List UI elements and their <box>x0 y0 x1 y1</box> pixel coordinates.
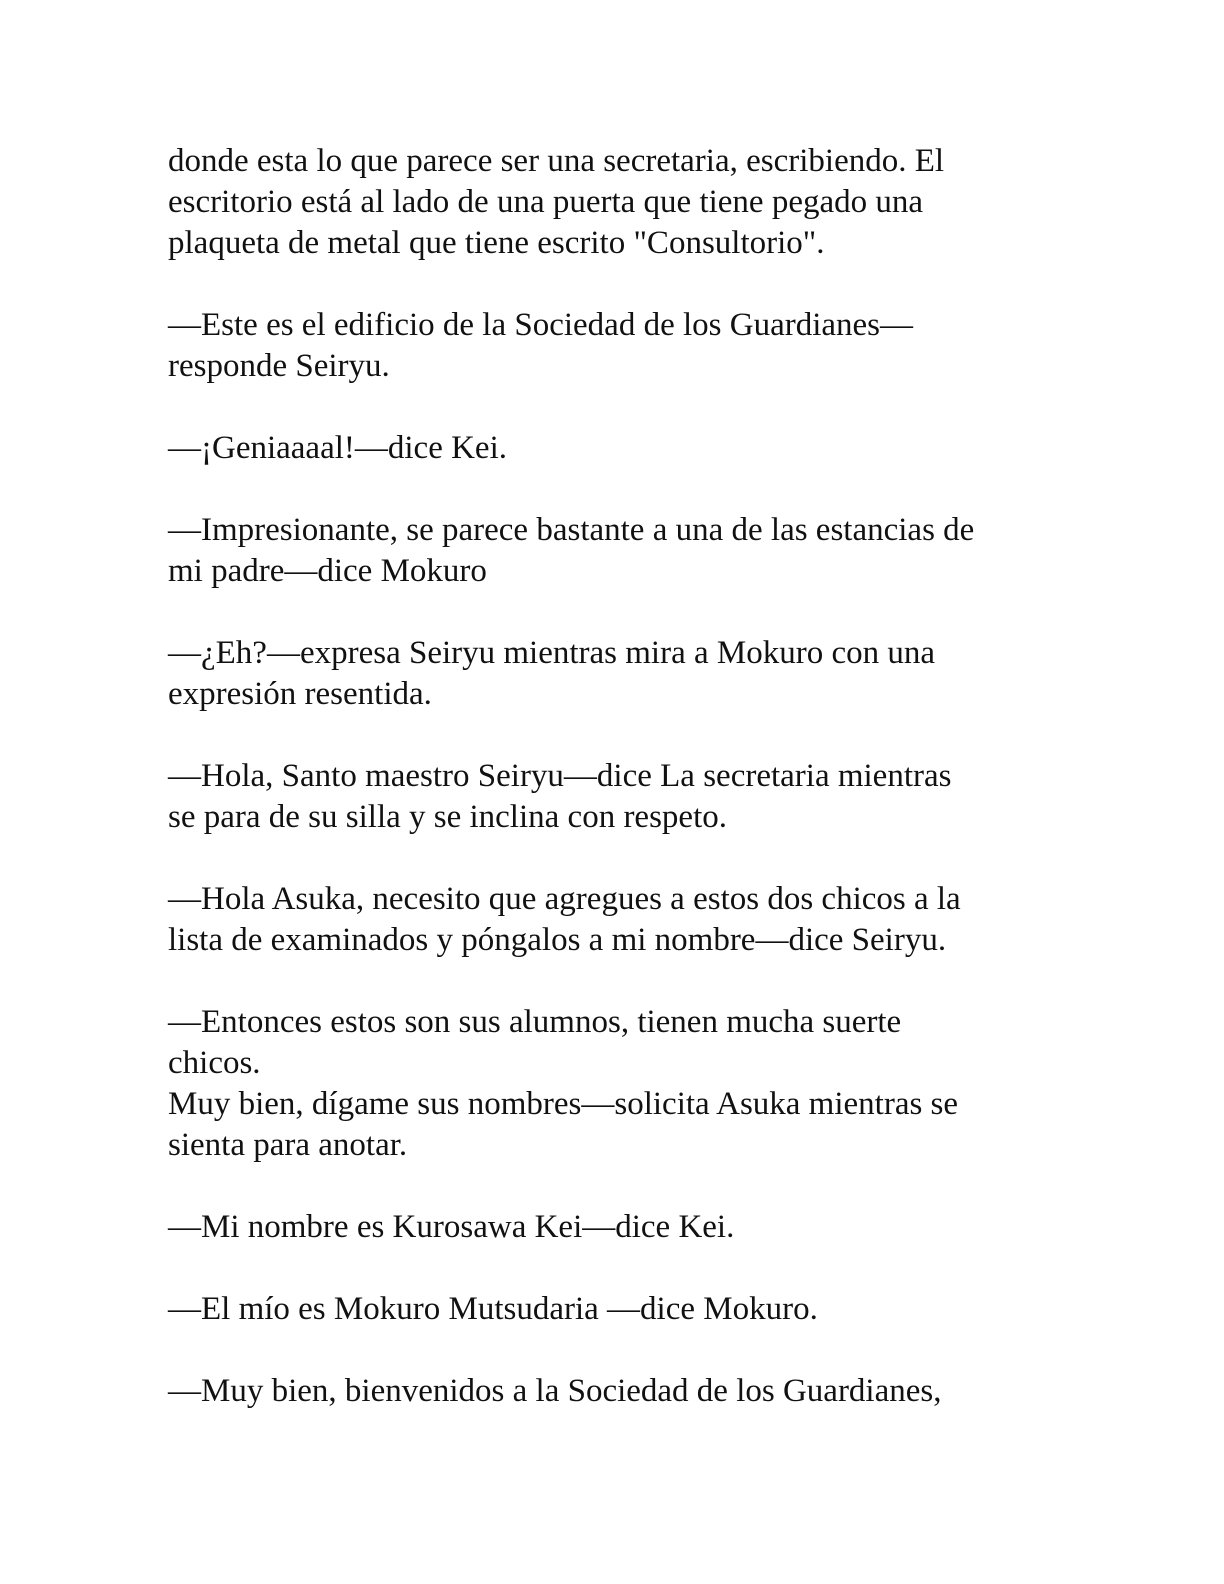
text-line: sienta para anotar. <box>168 1127 408 1163</box>
text-line: expresión resentida. <box>168 676 432 712</box>
text-line: —¿Eh?—expresa Seiryu mientras mira a Mokuro con una <box>168 635 936 671</box>
text-line: plaqueta de metal que tiene escrito "Consultorio". <box>168 225 825 261</box>
text-line: lista de examinados y póngalos a mi nombre—dice Seiryu. <box>168 922 947 958</box>
paragraph-3 <box>168 428 1068 469</box>
paragraph-9 <box>168 1207 1068 1248</box>
document-page <box>168 141 1068 1453</box>
paragraph-10 <box>168 1289 1068 1330</box>
paragraph-2 <box>168 305 1068 387</box>
paragraph-8 <box>168 1002 1068 1166</box>
text-line: escritorio está al lado de una puerta que tiene pegado una <box>168 184 924 220</box>
text-line: —Impresionante, se parece bastante a una de las estancias de <box>168 512 975 548</box>
text-line: —El mío es Mokuro Mutsudaria —dice Mokuro. <box>168 1291 818 1327</box>
paragraph-5 <box>168 633 1068 715</box>
paragraph-6 <box>168 756 1068 838</box>
text-line: se para de su silla y se inclina con respeto. <box>168 799 727 835</box>
text-line: donde esta lo que parece ser una secretaria, escribiendo. El <box>168 143 945 179</box>
text-line: —Mi nombre es Kurosawa Kei—dice Kei. <box>168 1209 735 1245</box>
paragraph-1 <box>168 141 1068 264</box>
text-line: mi padre—dice Mokuro <box>168 553 487 589</box>
paragraph-4 <box>168 510 1068 592</box>
text-line: —Hola Asuka, necesito que agregues a estos dos chicos a la <box>168 881 961 917</box>
paragraph-7 <box>168 879 1068 961</box>
text-line: chicos. <box>168 1045 261 1081</box>
text-line: —Hola, Santo maestro Seiryu—dice La secretaria mientras <box>168 758 952 794</box>
text-line: —Muy bien, bienvenidos a la Sociedad de los Guardianes, <box>168 1373 942 1409</box>
text-line: —Este es el edificio de la Sociedad de los Guardianes— <box>168 307 914 343</box>
paragraph-11 <box>168 1371 1068 1412</box>
text-line: responde Seiryu. <box>168 348 390 384</box>
text-line: —¡Geniaaaal!—dice Kei. <box>168 430 507 466</box>
text-line: Muy bien, dígame sus nombres—solicita Asuka mientras se <box>168 1086 959 1122</box>
text-line: —Entonces estos son sus alumnos, tienen mucha suerte <box>168 1004 902 1040</box>
